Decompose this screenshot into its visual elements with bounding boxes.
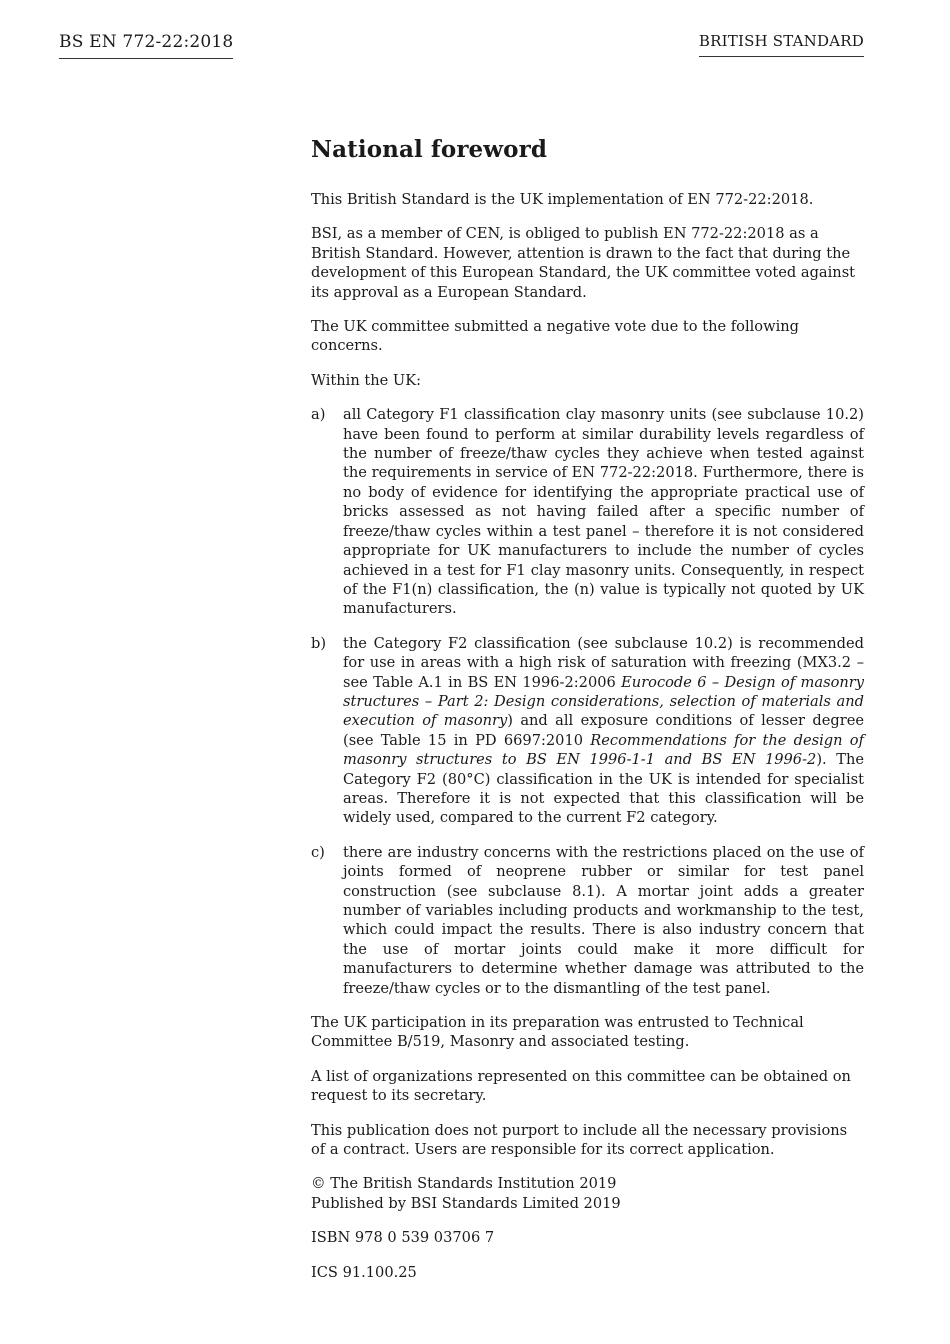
list-item-c [311, 843, 864, 998]
list-item-text: there are industry concerns with the restrictions placed on the use of joints formed of neoprene rubber or similar for test panel construction (see subclause 8.1). A mortar joint adds a greater number of variables including products and workmanship to the test, which could impact the results. There is also industry concern that the use of mortar joints could make it more difficult for manufacturers to determine whether damage was attributed to the freeze/thaw cycles or to the dismantling of the test panel. [343, 843, 864, 997]
paragraph-committee: The UK participation in its preparation was entrusted to Technical Committee B/519, Masonry and associated testing. [311, 1014, 804, 1051]
paragraph-organizations: A list of organizations represented on this committee can be obtained on request to its secretary. [311, 1067, 851, 1105]
ics-line: ICS 91.100.25 [311, 1263, 417, 1281]
list-item-label: a) [311, 406, 326, 424]
list-item-b [311, 634, 864, 828]
list-item-label: c) [311, 843, 325, 861]
list-item-text [343, 634, 864, 828]
isbn-line: ISBN 978 0 539 03706 7 [311, 1229, 495, 1247]
list-item-label: b) [311, 634, 327, 652]
item-b-text-3: ). The Category F2 (80°C) classification in the UK is intended for specialist areas. Therefore it is not expected that this classification will be widely used, compared to the current F2 category. [343, 751, 865, 827]
foreword-content [311, 136, 864, 1297]
published-line: Published by BSI Standards Limited 2019 [311, 1194, 621, 1212]
item-b-text-1: the Category F2 classification (see subclause 10.2) is recommended for use in areas with a high risk of saturation with freezing (MX3.2 – see Table A.1 in BS EN 1996-2:2006 [343, 634, 864, 691]
list-item-text: all Category F1 classification clay masonry units (see subclause 10.2) have been found to perform at similar durability levels regardless of the number of freeze/thaw cycles they achieve when tested against the requirements in service of EN 772-22:2018. Furthermore, there is no body of evidence for identifying the appropriate practical use of bricks assessed as not having failed after a specific number of freeze/thaw cycles within a test panel – therefore it is not considered appropriate for UK manufacturers to include the number of cycles achieved in a test for F1 clay masonry units. Consequently, in respect of the F1(n) classification, the (n) value is typically not quoted by UK manufacturers. [343, 406, 864, 618]
paragraph-cen-obligation: BSI, as a member of CEN, is obliged to publish EN 772-22:2018 as a British Standard. However, attention is drawn to the fact that during the development of this European Standard, the UK committee voted against its approval as a European Standard. [311, 225, 856, 301]
paragraph-implementation: This British Standard is the UK implementation of EN 772-22:2018. [311, 191, 814, 208]
paragraph-within-uk: Within the UK: [311, 371, 422, 389]
header-document-number: BS EN 772-22:2018 [59, 32, 233, 59]
copyright-line: © The British Standards Institution 2019 [311, 1175, 617, 1193]
item-b-title-pd6697: Recommendations for the design of masonry structures to BS EN 1996-1-1 and BS EN 1996-2 [343, 731, 864, 769]
item-b-text-2: ) and all exposure conditions of lesser degree (see Table 15 in PD 6697:2010 [343, 712, 864, 749]
paragraph-contract-disclaimer: This publication does not purport to include all the necessary provisions of a contract. Users are responsible for its correct application. [311, 1121, 848, 1159]
header-publisher-label: BRITISH STANDARD [699, 32, 864, 57]
page-title: National foreword [311, 136, 548, 163]
list-item-a [311, 405, 864, 618]
paragraph-negative-vote: The UK committee submitted a negative vote due to the following concerns. [311, 318, 799, 355]
item-b-title-eurocode: Eurocode 6 – Design of masonry structures – Part 2: Design considerations, selection of materials and execution of masonry [343, 673, 864, 730]
copyright-block [311, 1174, 864, 1213]
